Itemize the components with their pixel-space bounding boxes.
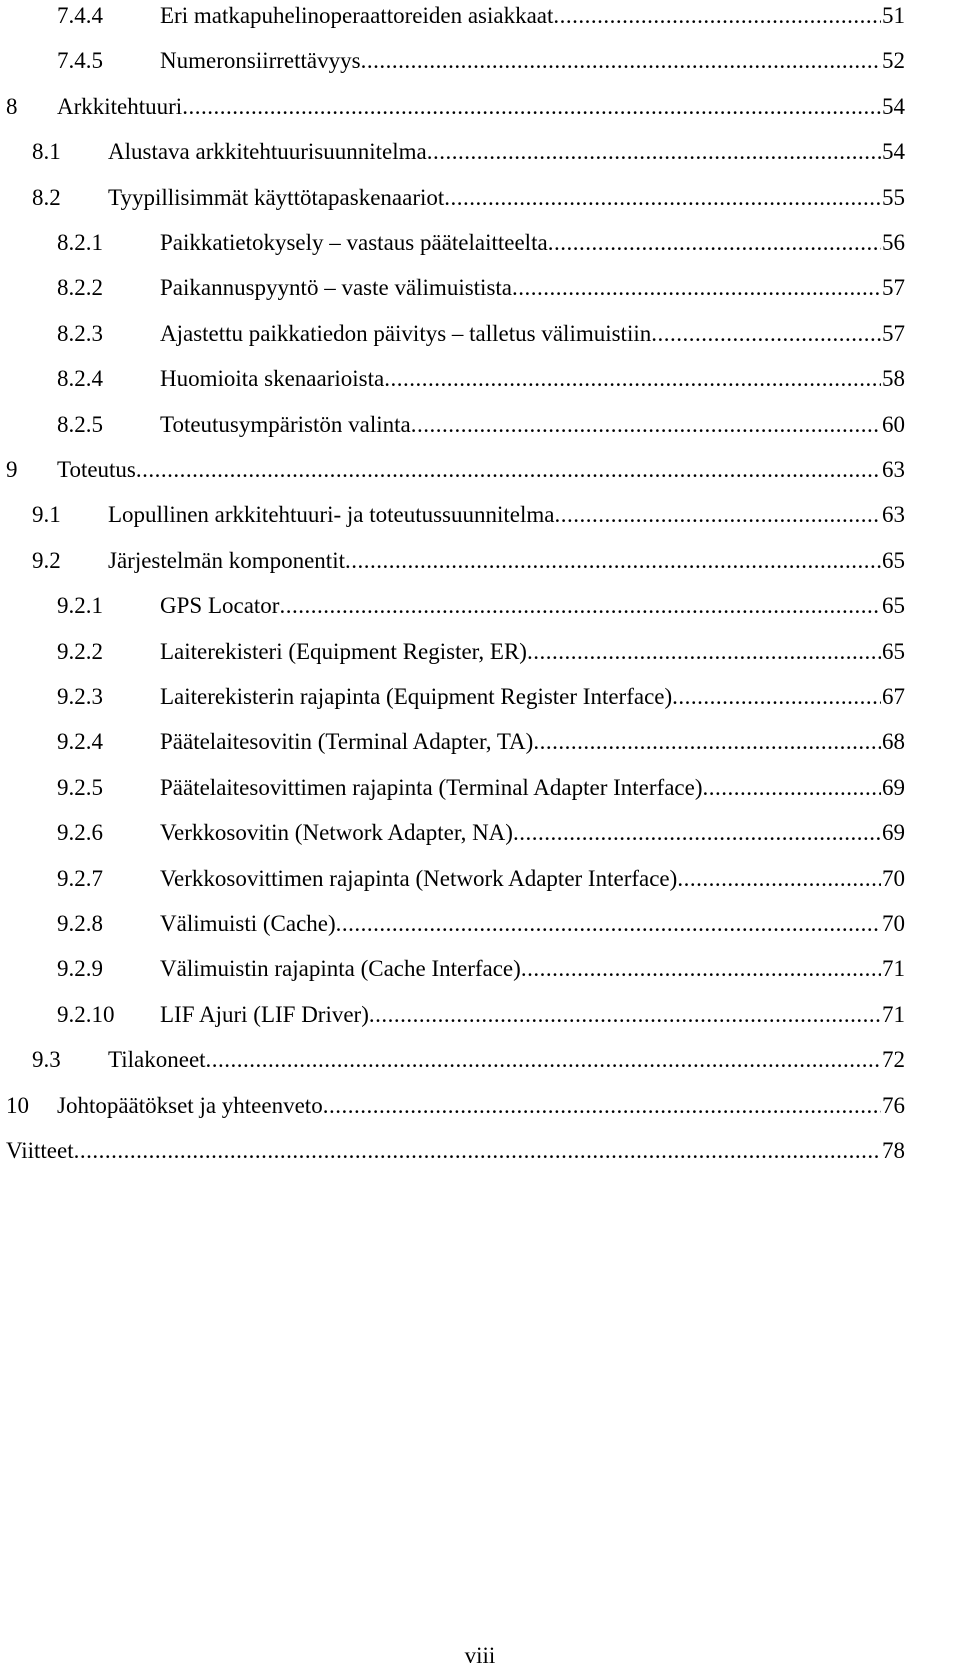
dot-leader xyxy=(369,1000,881,1030)
toc-entry[interactable] xyxy=(0,637,960,667)
toc-entry-number: 9.3 xyxy=(32,1047,61,1073)
toc-entry[interactable] xyxy=(0,500,960,530)
toc-entry[interactable] xyxy=(0,319,960,349)
toc-entry-title: Paikkatietokysely – vastaus päätelaitteelta xyxy=(160,230,548,255)
toc-entry-page: 56 xyxy=(882,230,905,255)
toc-entry-page: 63 xyxy=(882,457,905,482)
toc-entry-number: 9 xyxy=(6,457,18,482)
toc-entry[interactable] xyxy=(0,1,960,31)
toc-entry-page: 68 xyxy=(882,729,905,755)
toc-entry-title: Laiterekisteri (Equipment Register, ER) xyxy=(160,638,527,664)
toc-entry[interactable] xyxy=(0,183,960,213)
toc-entry-number: 9.2.3 xyxy=(57,684,103,709)
toc-entry-title: Arkkitehtuuri xyxy=(57,93,183,119)
toc-entry-title: Verkkosovittimen rajapinta (Network Adapter Interface) xyxy=(160,865,678,891)
toc-entry-title: GPS Locator xyxy=(160,593,280,619)
toc-entry-page: 55 xyxy=(882,184,905,210)
toc-entry-page: 57 xyxy=(882,320,905,346)
toc-entry-number: 9.2.9 xyxy=(57,956,103,982)
toc-entry-number: 9.2.4 xyxy=(57,729,103,755)
dot-leader xyxy=(677,864,881,894)
toc-entry-number: 9.2 xyxy=(32,547,61,573)
toc-entry-page: 71 xyxy=(882,1001,905,1027)
toc-entry-page: 70 xyxy=(882,865,905,891)
toc-entry[interactable] xyxy=(0,773,960,803)
toc-entry-page: 71 xyxy=(882,956,905,982)
toc-entry-number: 8.2.5 xyxy=(57,411,103,437)
dot-leader xyxy=(702,773,881,803)
toc-entry-page: 69 xyxy=(882,774,905,800)
toc-entry[interactable] xyxy=(0,1000,960,1030)
toc-entry-title: Johtopäätökset ja yhteenveto xyxy=(57,1092,323,1118)
dot-leader xyxy=(384,364,881,394)
dot-leader xyxy=(672,682,881,712)
toc-entry[interactable] xyxy=(0,92,960,122)
dot-leader xyxy=(427,137,881,167)
toc-entry-page: 76 xyxy=(882,1092,905,1118)
toc-entry-number: 8.2.1 xyxy=(57,230,103,255)
toc-entry-title: Toteutus xyxy=(57,457,136,482)
toc-entry[interactable] xyxy=(0,410,960,440)
toc-entry-page: 54 xyxy=(882,139,905,165)
toc-entry[interactable] xyxy=(0,727,960,757)
dot-leader xyxy=(444,183,881,213)
toc-entry-number: 8.2 xyxy=(32,184,61,210)
dot-leader xyxy=(279,591,881,621)
toc-entry-number: 9.2.6 xyxy=(57,820,103,846)
toc-entry[interactable] xyxy=(0,682,960,712)
toc-entry-page: 65 xyxy=(882,547,905,573)
toc-entry-title: LIF Ajuri (LIF Driver) xyxy=(160,1001,369,1027)
toc-entry-number: 9.2.2 xyxy=(57,638,103,664)
toc-entry-page: 65 xyxy=(882,638,905,664)
toc-entry-page: 52 xyxy=(882,48,905,74)
toc-entry-number: 9.2.10 xyxy=(57,1001,115,1027)
toc-entry-title: Päätelaitesovitin (Terminal Adapter, TA) xyxy=(160,729,534,755)
toc-entry-title: Alustava arkkitehtuurisuunnitelma xyxy=(108,139,427,165)
toc-entry-page: 51 xyxy=(882,3,905,28)
dot-leader xyxy=(411,410,881,440)
dot-leader xyxy=(182,92,881,122)
toc-entry-page: 63 xyxy=(882,502,905,528)
toc-entry-title: Tilakoneet xyxy=(108,1047,206,1073)
page-number: viii xyxy=(464,1643,496,1668)
toc-entry-title: Päätelaitesovittimen rajapinta (Terminal Adapter Interface) xyxy=(160,774,703,800)
toc-entry[interactable] xyxy=(0,1091,960,1121)
dot-leader xyxy=(74,1136,881,1166)
dot-leader xyxy=(345,546,881,576)
toc-entry[interactable] xyxy=(0,591,960,621)
toc-entry-title: Verkkosovitin (Network Adapter, NA) xyxy=(160,820,513,846)
dot-leader xyxy=(206,1045,881,1075)
toc-entry-number: 7.4.5 xyxy=(57,48,103,74)
toc-entry-number: 9.2.7 xyxy=(57,865,103,891)
toc-entry-title: Huomioita skenaarioista xyxy=(160,366,385,392)
toc-entry[interactable] xyxy=(0,1045,960,1075)
toc-entry-title: Järjestelmän komponentit xyxy=(108,547,345,573)
toc-entry-page: 65 xyxy=(882,593,905,619)
toc-entry-number: 8.2.4 xyxy=(57,366,103,392)
toc-entry-number: 10 xyxy=(6,1092,29,1118)
dot-leader xyxy=(533,727,881,757)
toc-entry-page: 72 xyxy=(882,1047,905,1073)
toc-entry-title: Välimuistin rajapinta (Cache Interface) xyxy=(160,956,521,982)
toc-entry-number: 9.2.5 xyxy=(57,774,103,800)
toc-entry-page: 70 xyxy=(882,911,905,936)
toc-entry-title: Ajastettu paikkatiedon päivitys – talletus välimuistiin xyxy=(160,320,652,346)
toc-entry-title: Tyypillisimmät käyttötapaskenaariot xyxy=(108,184,445,210)
toc-entry[interactable] xyxy=(0,546,960,576)
dot-leader xyxy=(521,954,881,984)
toc-entry[interactable] xyxy=(0,954,960,984)
toc-entry[interactable] xyxy=(0,273,960,303)
toc-entry-number: 7.4.4 xyxy=(57,3,103,28)
toc-entry[interactable] xyxy=(0,455,960,485)
toc-entry-title: Välimuisti (Cache) xyxy=(160,911,336,936)
toc-entry[interactable] xyxy=(0,864,960,894)
dot-leader xyxy=(555,500,882,530)
toc-entry[interactable] xyxy=(0,1136,960,1166)
dot-leader xyxy=(548,228,881,258)
toc-entry-number: 8.1 xyxy=(32,139,61,165)
dot-leader xyxy=(136,455,881,485)
toc-entry-page: 54 xyxy=(882,93,905,119)
toc-entry-number: 9.1 xyxy=(32,502,61,528)
toc-entry-page: 58 xyxy=(882,366,905,392)
toc-entry-number: 8.2.3 xyxy=(57,320,103,346)
toc-entry-number: 8.2.2 xyxy=(57,275,103,301)
toc-entry-title: Eri matkapuhelinoperaattoreiden asiakkaat xyxy=(160,3,554,28)
toc-entry[interactable] xyxy=(0,818,960,848)
toc-entry-title: Paikannuspyyntö – vaste välimuistista xyxy=(160,275,512,301)
toc-entry-title: Laiterekisterin rajapinta (Equipment Register Interface) xyxy=(160,684,673,709)
toc-entry-title: Toteutusympäristön valinta xyxy=(160,411,411,437)
toc-entry-number: 9.2.8 xyxy=(57,911,103,936)
toc-entry-page: 60 xyxy=(882,411,905,437)
toc-entry-title: Numeronsiirrettävyys xyxy=(160,48,361,74)
toc-entry[interactable] xyxy=(0,137,960,167)
dot-leader xyxy=(527,637,881,667)
toc-entry-number: 8 xyxy=(6,93,18,119)
toc-entry-number: 9.2.1 xyxy=(57,593,103,619)
toc-entry-page: 57 xyxy=(882,275,905,301)
toc-entry[interactable] xyxy=(0,909,960,939)
toc-entry-page: 69 xyxy=(882,820,905,846)
dot-leader xyxy=(323,1091,881,1121)
dot-leader xyxy=(513,818,881,848)
toc-entry[interactable] xyxy=(0,228,960,258)
dot-leader xyxy=(512,273,881,303)
dot-leader xyxy=(651,319,881,349)
toc-entry-page: 78 xyxy=(882,1138,905,1163)
dot-leader xyxy=(336,909,881,939)
toc-entry[interactable] xyxy=(0,46,960,76)
dot-leader xyxy=(361,46,881,76)
toc-entry[interactable] xyxy=(0,364,960,394)
dot-leader xyxy=(553,1,881,31)
toc-entry-title: Viitteet xyxy=(6,1138,74,1163)
toc-entry-page: 67 xyxy=(882,684,905,709)
toc-entry-title: Lopullinen arkkitehtuuri- ja toteutussuunnitelma xyxy=(108,502,555,528)
